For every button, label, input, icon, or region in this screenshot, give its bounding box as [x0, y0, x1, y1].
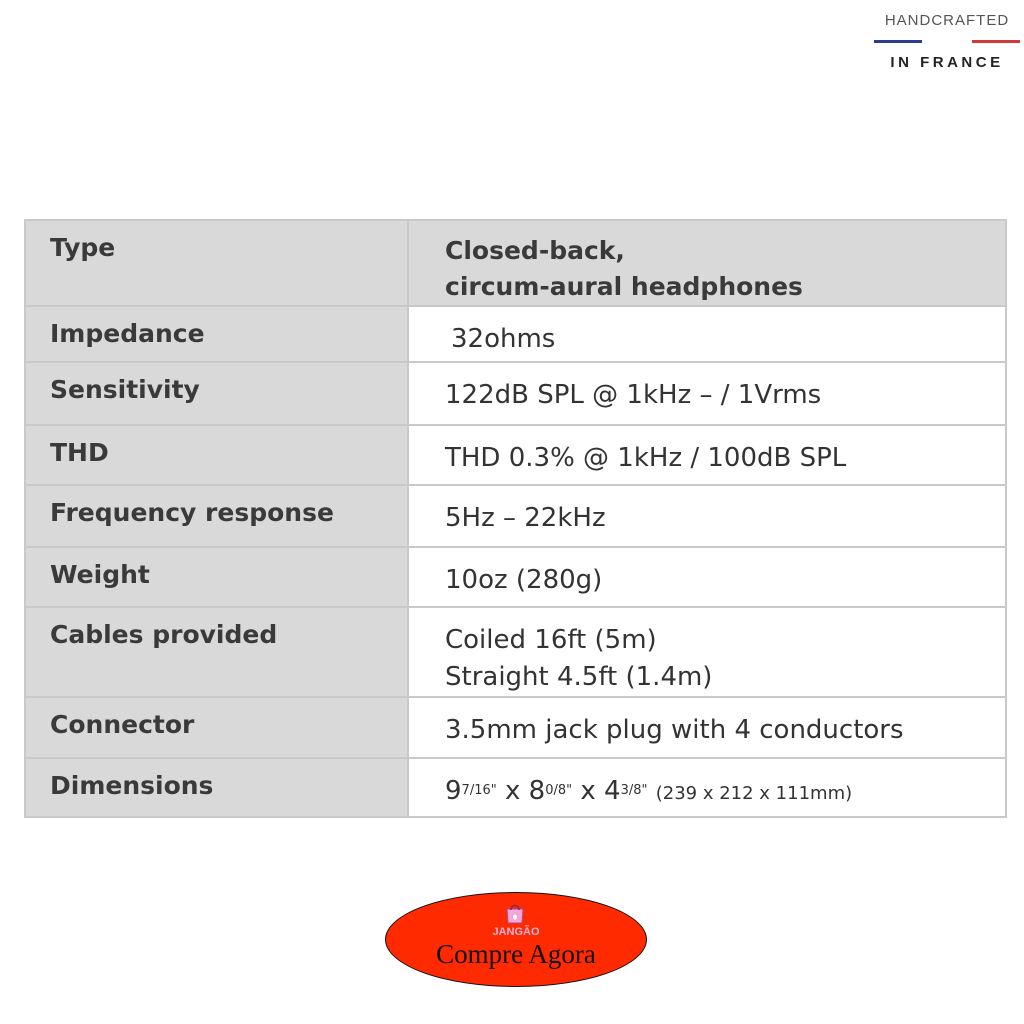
- badge-line-in-france: IN FRANCE: [890, 54, 1004, 71]
- spec-value: [408, 362, 1006, 425]
- spec-value-line: THD 0.3% @ 1kHz / 100dB SPL: [445, 443, 847, 473]
- dimension-height-fraction: 0/8": [545, 783, 573, 798]
- spec-row-impedance: [25, 306, 1006, 362]
- buy-now-button[interactable]: [385, 892, 647, 987]
- spec-value-line: 3.5mm jack plug with 4 conductors: [445, 715, 904, 745]
- buy-button-brand: JANGÃO: [492, 926, 540, 938]
- spec-value-line: Coiled 16ft (5m): [445, 625, 657, 655]
- spec-value: [408, 306, 1006, 362]
- spec-value-line: circum-aural headphones: [445, 272, 803, 301]
- spec-label: Sensitivity: [25, 362, 408, 425]
- spec-value-line: 122dB SPL @ 1kHz – / 1Vrms: [445, 380, 822, 410]
- spec-label: Impedance: [25, 306, 408, 362]
- buy-button-label: Compre Agora: [436, 939, 596, 969]
- spec-row-dimensions: [25, 758, 1006, 817]
- flag-red-stripe: [972, 40, 1020, 43]
- spec-value-line: 5Hz – 22kHz: [445, 503, 606, 533]
- spec-value-line: Closed-back,: [445, 236, 625, 265]
- spec-row-type: [25, 220, 1006, 306]
- spec-label: Type: [25, 220, 408, 306]
- spec-label: Connector: [25, 697, 408, 758]
- spec-label: Weight: [25, 547, 408, 607]
- spec-value: [408, 425, 1006, 485]
- spec-value-line: Straight 4.5ft (1.4m): [445, 662, 713, 692]
- spec-value: [408, 485, 1006, 547]
- spec-row-sensitivity: [25, 362, 1006, 425]
- french-flag-stripes: [874, 40, 1020, 43]
- dimension-depth-fraction: 3/8": [620, 783, 648, 798]
- spec-label: Dimensions: [25, 758, 408, 817]
- flag-blue-stripe: [874, 40, 922, 43]
- spec-label: Cables provided: [25, 607, 408, 697]
- spec-table: [24, 219, 1007, 818]
- badge-line-handcrafted: HANDCRAFTED: [884, 12, 1010, 29]
- spec-value: [408, 220, 1006, 306]
- spec-row-thd: [25, 425, 1006, 485]
- dimension-separator: x: [572, 776, 605, 806]
- spec-value: [408, 697, 1006, 758]
- dimension-width-fraction: 7/16": [461, 783, 497, 798]
- spec-value: [408, 547, 1006, 607]
- spec-row-frequency-response: [25, 485, 1006, 547]
- dimensions-mm: (239 x 212 x 111mm): [655, 783, 853, 804]
- spec-value-line: 10oz (280g): [445, 565, 603, 595]
- handcrafted-badge: [874, 12, 1020, 72]
- spec-row-connector: [25, 697, 1006, 758]
- spec-value: [408, 607, 1006, 697]
- dimension-width: 9: [445, 776, 462, 806]
- spec-value: [408, 758, 1006, 817]
- dimension-depth: 4: [604, 776, 621, 806]
- spec-row-cables: [25, 607, 1006, 697]
- shopping-bag-icon: [503, 902, 527, 924]
- dimensions-value: [445, 773, 1005, 814]
- spec-label: THD: [25, 425, 408, 485]
- spec-row-weight: [25, 547, 1006, 607]
- spec-value-line: 32ohms: [451, 324, 556, 354]
- dimension-separator: x: [496, 776, 529, 806]
- spec-label: Frequency response: [25, 485, 408, 547]
- dimension-height: 8: [528, 776, 546, 806]
